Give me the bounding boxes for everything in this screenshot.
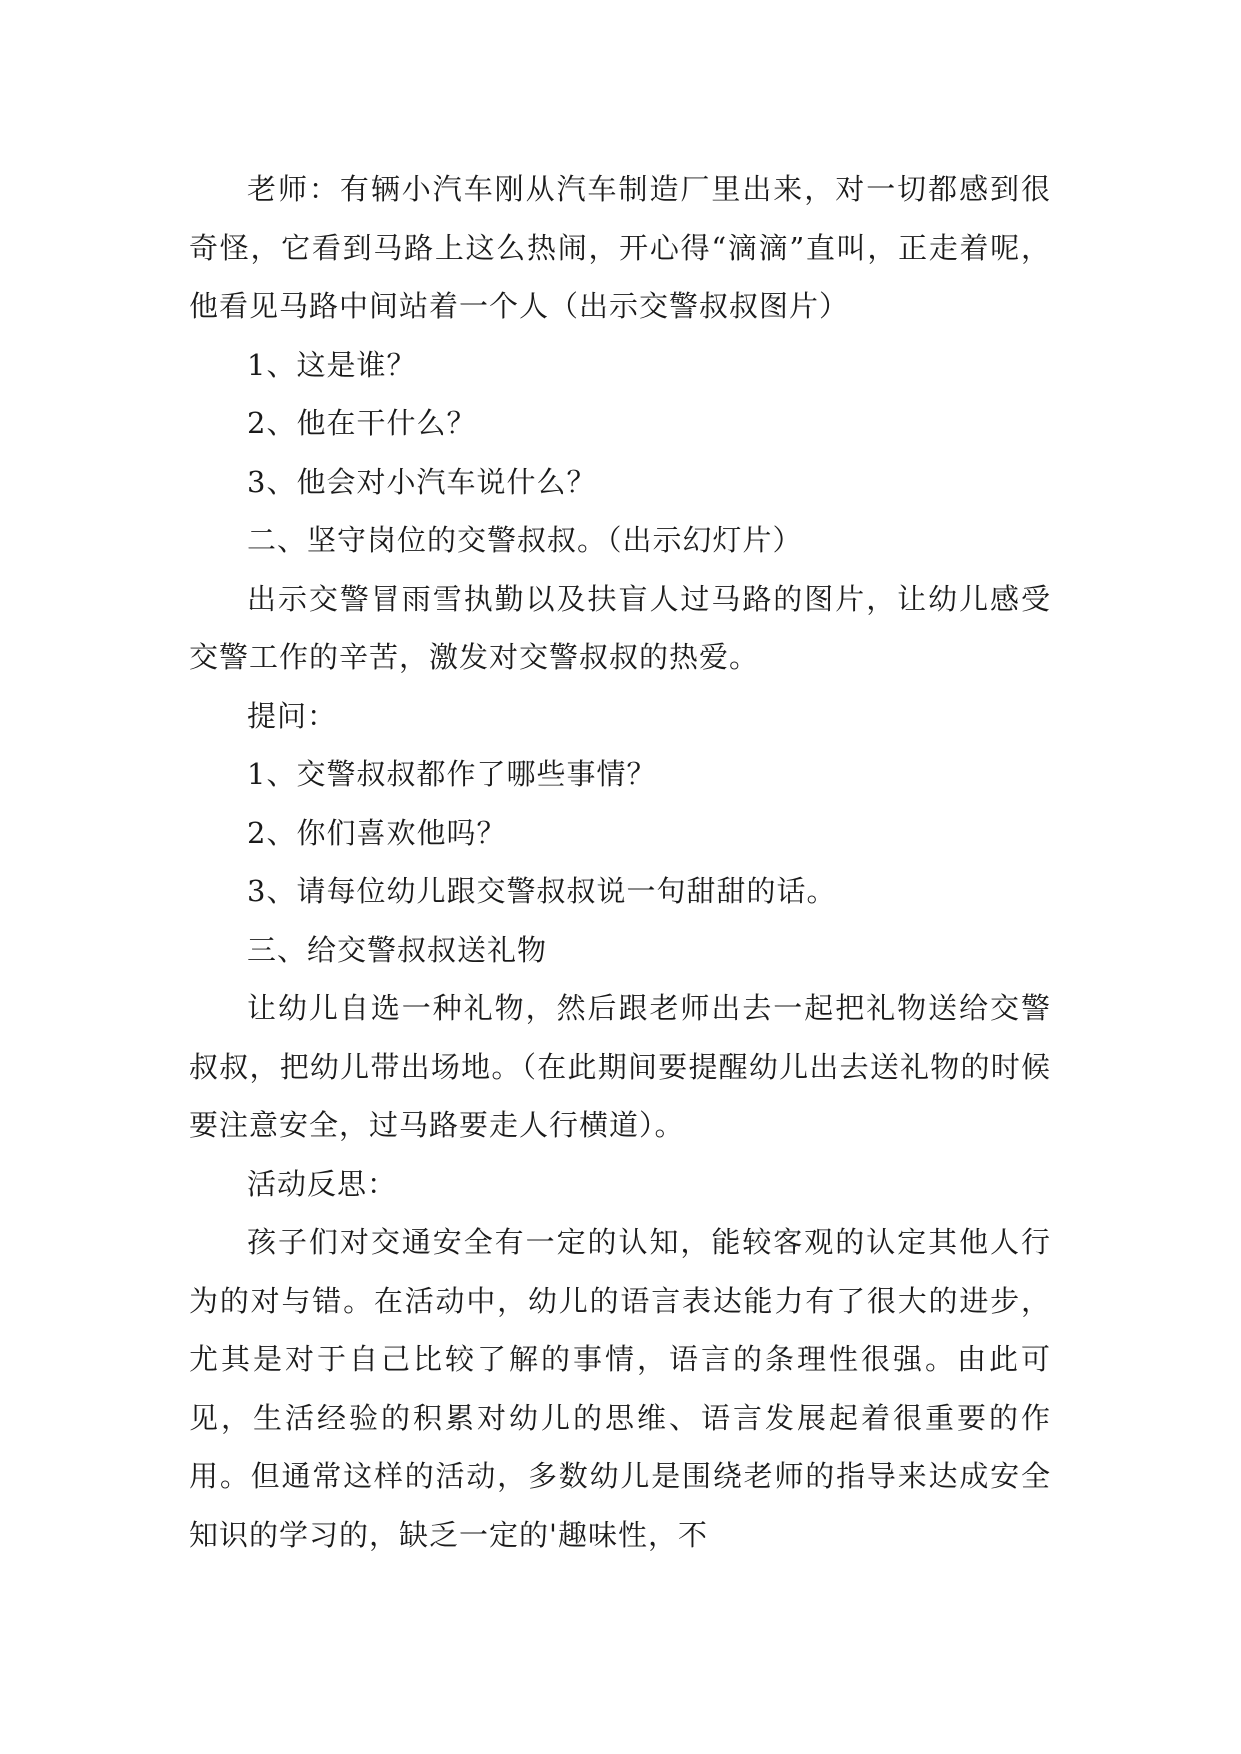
document-body [189, 160, 1051, 1564]
questions-label: 提问： [247, 698, 338, 733]
paragraph-gifts: 让幼儿自选一种礼物，然后跟老师出去一起把礼物送给交警叔叔，把幼儿带出场地。（在此期间要提醒幼儿出去送礼物的时候要注意安全，过马路要走人行横道）。 [189, 991, 1051, 1142]
question-2: 2、他在干什么？ [247, 406, 477, 440]
question-3: 3、他会对小汽车说什么？ [247, 464, 597, 499]
question-6: 3、请每位幼儿跟交警叔叔说一句甜甜的话。 [247, 874, 837, 908]
question-5: 2、你们喜欢他吗？ [247, 815, 507, 850]
section-heading-2: 二、坚守岗位的交警叔叔。（出示幻灯片） [247, 523, 803, 557]
question-4: 1、交警叔叔都作了哪些事情？ [247, 757, 657, 791]
paragraph-slides: 出示交警冒雨雪执勤以及扶盲人过马路的图片，让幼儿感受交警工作的辛苦，激发对交警叔叔的热爱。 [189, 581, 1051, 674]
paragraph-intro: 老师：有辆小汽车刚从汽车制造厂里出来，对一切都感到很奇怪，它看到马路上这么热闹，开心得“滴滴”直叫，正走着呢，他看见马路中间站着一个人（出示交警叔叔图片） [189, 172, 1051, 323]
section-heading-3: 三、给交警叔叔送礼物 [247, 932, 548, 967]
question-1: 1、这是谁？ [247, 347, 417, 382]
reflection-heading: 活动反思： [247, 1166, 398, 1201]
paragraph-reflection: 孩子们对交通安全有一定的认知，能较客观的认定其他人行为的对与错。在活动中，幼儿的语言表达能力有了很大的进步，尤其是对于自己比较了解的事情，语言的条理性很强。由此可见，生活经验的积累对幼儿的思维、语言发展起着很重要的作用。但通常这样的活动，多数幼儿是围绕老师的指导来达成安全知识的学习的，缺乏一定的'趣味性，不 [189, 1225, 1051, 1552]
